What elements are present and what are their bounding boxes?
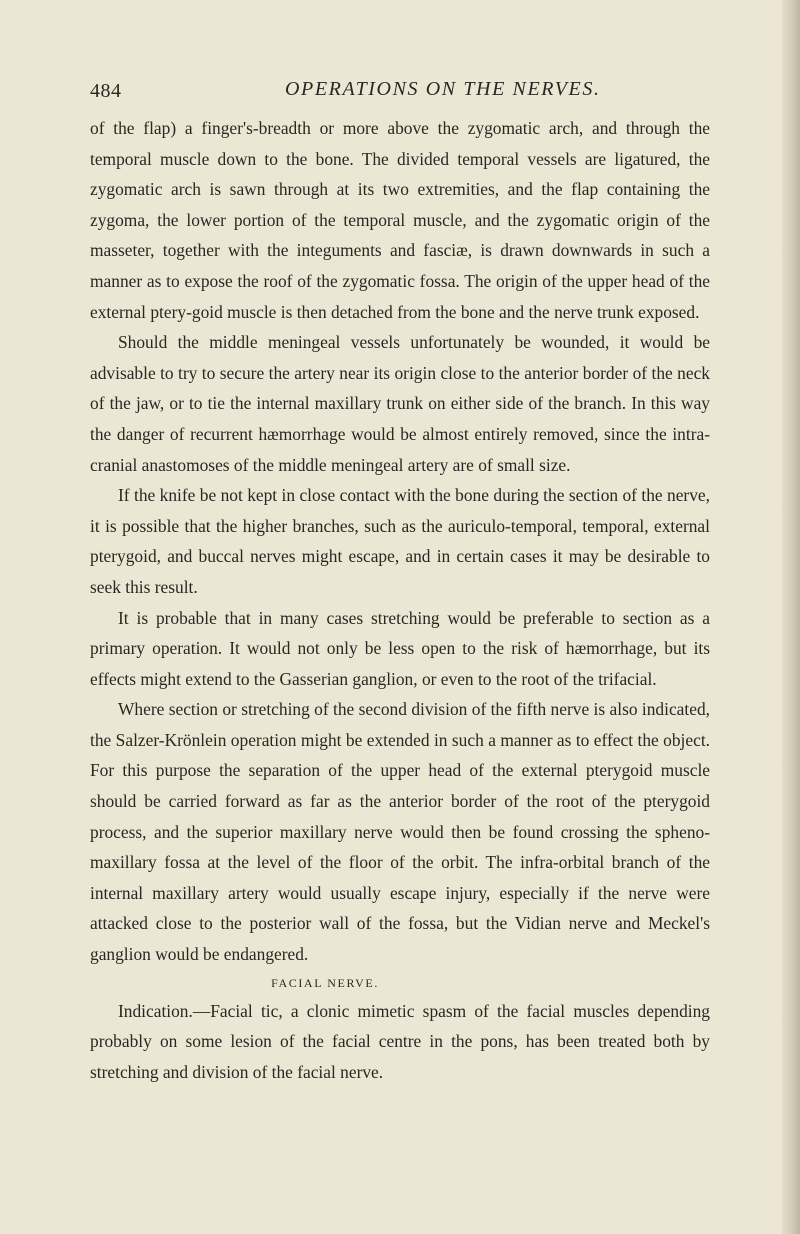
- paragraph-continuation: of the flap) a finger's-breadth or more above the zygomatic arch, and through the temporal muscle down to the bone. The divided temporal vessels are ligatured, the zygomatic arch is sawn through at its two extremities, and the flap containing the zygoma, the lower portion of the temporal muscle, and the zygomatic origin of the masseter, together with the integuments and fasciæ, is drawn downwards in such a manner as to expose the roof of the zygomatic fossa. The origin of the upper head of the external ptery-goid muscle is then detached from the bone and the nerve trunk exposed.: [90, 118, 710, 322]
- running-head: OPERATIONS ON THE NERVES.: [285, 78, 601, 100]
- section-heading-facial-nerve: FACIAL NERVE.: [271, 975, 379, 990]
- paragraph-stretching: It is probable that in many cases stretching would be preferable to section as a primary operation. It would not only be less open to the risk of hæmorrhage, but its effects might extend to the Gasserian ganglion, or even to the root of the trifacial.: [90, 607, 710, 689]
- page-header: [90, 78, 710, 108]
- paragraph-meningeal-vessels: Should the middle meningeal vessels unfortunately be wounded, it would be advisable to try to secure the artery near its origin close to the anterior border of the neck of the jaw, or to tie the internal maxillary trunk on either side of the branch. In this way the danger of recurrent hæmorrhage would be almost entirely removed, since the intra-cranial anastomoses of the middle meningeal artery are of small size.: [90, 332, 710, 475]
- paragraph-indication: Indication.—Facial tic, a clonic mimetic spasm of the facial muscles depending probably on some lesion of the facial centre in the pons, has been treated both by stretching and division of the facial nerve.: [90, 1000, 710, 1082]
- page-number: 484: [90, 80, 122, 102]
- page-edge-shadow: [782, 0, 800, 1234]
- main-text: [90, 113, 710, 1087]
- paragraph-second-division: Where section or stretching of the second division of the fifth nerve is also indicated, the Salzer-Krönlein operation might be extended in such a manner as to effect the object. For this purpose the separation of the upper head of the external pterygoid muscle should be carried forward as far as the anterior border of the root of the pterygoid process, and the superior maxillary nerve would then be found crossing the spheno-maxillary fossa at the level of the floor of the orbit. The infra-orbital branch of the internal maxillary artery would usually escape injury, especially if the nerve were attacked close to the posterior wall of the fossa, but the Vidian nerve and Meckel's ganglion would be endangered.: [90, 699, 710, 965]
- paragraph-knife-contact: If the knife be not kept in close contact with the bone during the section of the nerve, it is possible that the higher branches, such as the auriculo-temporal, temporal, external pterygoid, and buccal nerves might escape, and in certain cases it may be desirable to seek this result.: [90, 485, 710, 597]
